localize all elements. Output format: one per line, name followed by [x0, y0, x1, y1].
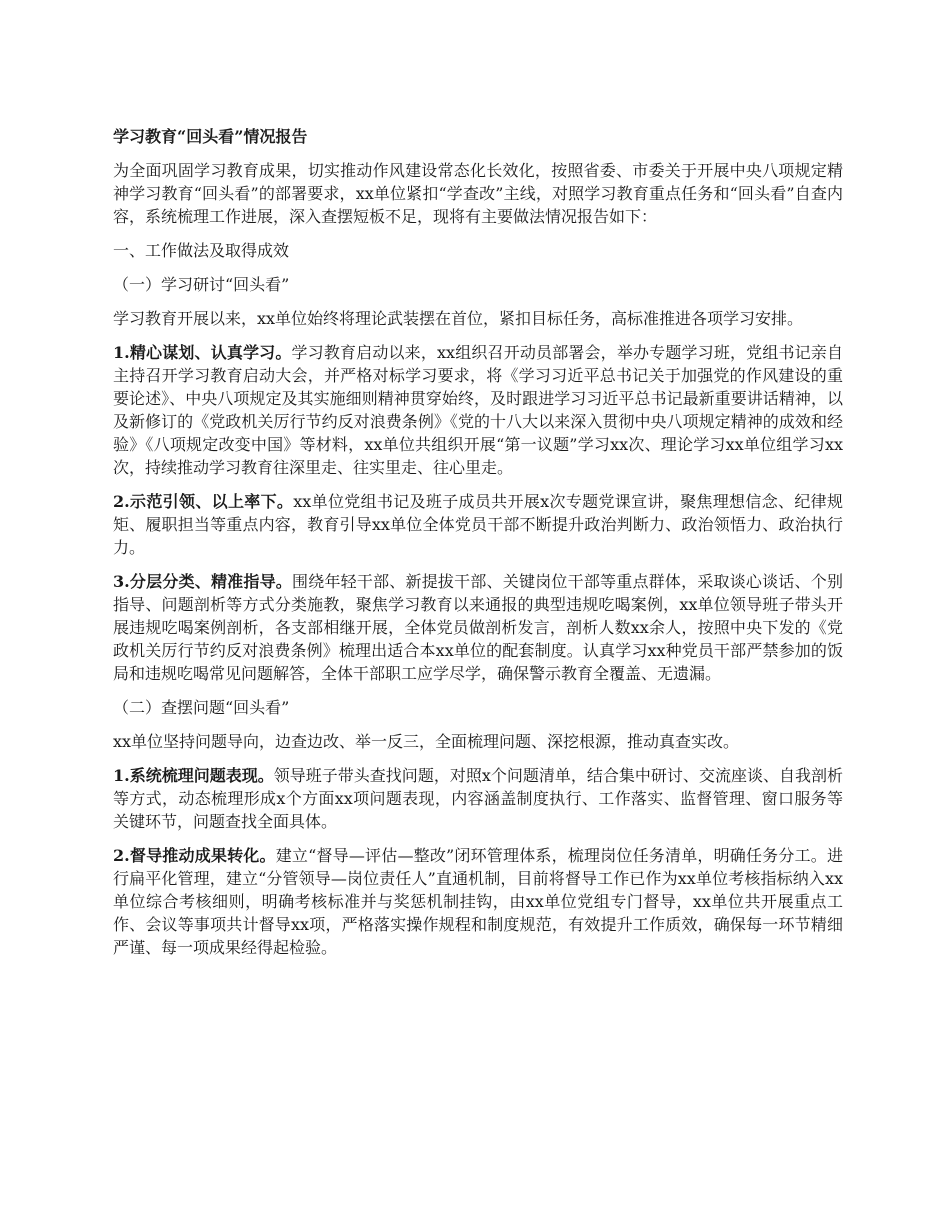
document-body — [113, 125, 843, 970]
section1-heading: 一、工作做法及取得成效 — [113, 241, 290, 260]
item3-paragraph — [113, 570, 843, 685]
item3-text: 围绕年轻干部、新提拔干部、关键岗位干部等重点群体，采取谈心谈话、个别指导、问题剖析等方式分类施教，聚焦学习教育以来通报的典型违规吃喝案例，xx单位领导班子带头开展违规吃喝案例剖析，各支部相继开展，全体党员做剖析发言，剖析人数xx余人，按照中央下发的《党政机关厉行节约反对浪费条例》梳理出适合本xx单位的配套制度。认真学习xx种党员干部严禁参加的饭局和违规吃喝常见问题解答，全体干部职工应学尽学，确保警示教育全覆盖、无遗漏。 — [113, 572, 843, 683]
item1-lead: 1.精心谋划、认真学习。 — [113, 343, 292, 362]
item3-lead: 3.分层分类、精准指导。 — [113, 572, 293, 591]
item1-text: 学习教育启动以来，xx组织召开动员部署会，举办专题学习班，党组书记亲自主持召开学习教育启动大会，并严格对标学习要求，将《学习习近平总书记关于加强党的作风建设的重要论述》、中央八项规定及其实施细则精神贯穿始终，及时跟进学习习近平总书记最新重要讲话精神，以及新修订的《党政机关厉行节约反对浪费条例》《党的十八大以来深入贯彻中央八项规定精神的成效和经验》《八项规定改变中国》等材料，xx单位共组织开展“第一议题”学习xx次、理论学习xx单位组学习xx次，持续推动学习教育往深里走、往实里走、往心里走。 — [113, 343, 843, 477]
subsection2-heading: （二）查摆问题“回头看” — [113, 698, 290, 717]
item5-lead: 2.督导推动成果转化。 — [113, 846, 276, 865]
item4-text: 领导班子带头查找问题，对照x个问题清单，结合集中研讨、交流座谈、自我剖析等方式，动态梳理形成x个方面xx项问题表现，内容涵盖制度执行、工作落实、监督管理、窗口服务等关键环节，问题查找全面具体。 — [113, 766, 843, 831]
item4-paragraph — [113, 764, 843, 833]
subsection1-heading: （一）学习研讨“回头看” — [113, 275, 290, 294]
document-title: 学习教育“回头看”情况报告 — [113, 127, 308, 146]
item1-paragraph — [113, 341, 843, 479]
subsection1-intro: 学习教育开展以来，xx单位始终将理论武装摆在首位，紧扣目标任务，高标准推进各项学习安排。 — [113, 309, 804, 328]
intro-paragraph: 为全面巩固学习教育成果，切实推动作风建设常态化长效化，按照省委、市委关于开展中央八项规定精神学习教育“回头看”的部署要求，xx单位紧扣“学查改”主线，对照学习教育重点任务和“回头看”自查内容，系统梳理工作进展，深入查摆短板不足，现将有主要做法情况报告如下： — [113, 161, 843, 226]
subsection2-intro: xx单位坚持问题导向，边查边改、举一反三，全面梳理问题、深挖根源，推动真查实改。 — [113, 732, 740, 751]
item5-paragraph — [113, 844, 843, 959]
item5-text: 建立“督导—评估—整改”闭环管理体系，梳理岗位任务清单，明确任务分工。进行扁平化管理，建立“分管领导—岗位责任人”直通机制，目前将督导工作已作为xx单位考核指标纳入xx单位综合考核细则，明确考核标准并与奖惩机制挂钩，由xx单位党组专门督导，xx单位共开展重点工作、会议等事项共计督导xx项，严格落实操作规程和制度规范，有效提升工作质效，确保每一环节精细严谨、每一项成果经得起检验。 — [113, 846, 843, 957]
item4-lead: 1.系统梳理问题表现。 — [113, 766, 274, 785]
item2-paragraph — [113, 490, 843, 559]
item2-lead: 2.示范引领、以上率下。 — [113, 492, 294, 511]
item2-text: xx单位党组书记及班子成员共开展x次专题党课宣讲，聚焦理想信念、纪律规矩、履职担当等重点内容，教育引导xx单位全体党员干部不断提升政治判断力、政治领悟力、政治执行力。 — [113, 492, 843, 557]
